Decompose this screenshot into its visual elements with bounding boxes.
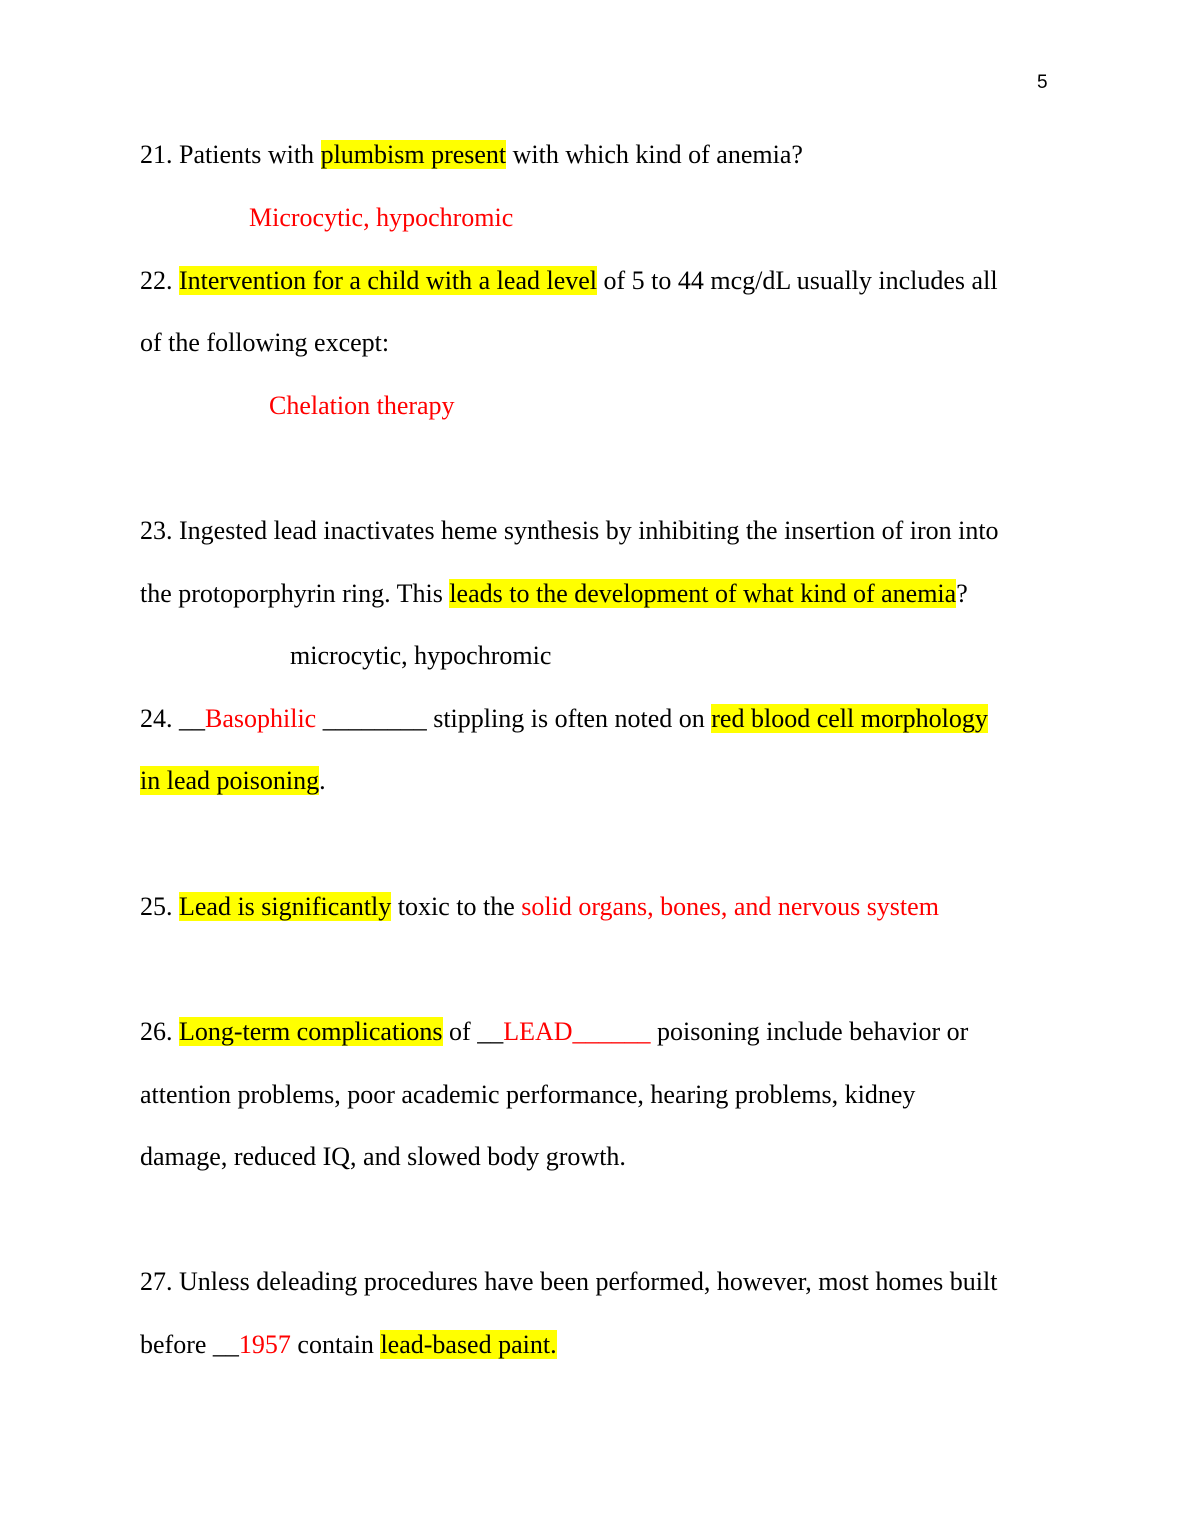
question-23-line-1: 23. Ingested lead inactivates heme synthesis by inhibiting the insertion of iron into (140, 516, 999, 545)
question-23-highlight: leads to the development of what kind of anemia (449, 579, 957, 608)
question-22-text-post: of 5 to 44 mcg/dL usually includes all (597, 266, 998, 295)
question-24-line-2 (140, 766, 326, 796)
question-25-text-mid: toxic to the (391, 892, 522, 921)
answer-21: Microcytic, hypochromic (249, 203, 514, 232)
question-24-blank: ________ (316, 704, 427, 733)
page-number: 5 (1037, 72, 1048, 93)
answer-24: Basophilic (205, 704, 317, 733)
answer-25: solid organs, bones, and nervous system (521, 892, 939, 921)
question-21-text-pre: Patients with (179, 140, 321, 169)
question-25-number: 25. (140, 892, 179, 921)
answer-27: 1957 (238, 1330, 291, 1359)
question-22-line-2: of the following except: (140, 328, 390, 357)
question-22-number: 22. (140, 266, 179, 295)
question-21 (140, 140, 803, 170)
question-22-highlight: Intervention for a child with a lead level (179, 266, 598, 295)
answer-22: Chelation therapy (269, 391, 455, 420)
question-27-text-mid: contain (290, 1330, 381, 1359)
question-24-text-end: . (319, 766, 326, 795)
question-23-text-pre: the protoporphyrin ring. This (140, 579, 450, 608)
question-23-text-post: ? (956, 579, 968, 608)
question-24-text-mid: stippling is often noted on (426, 704, 712, 733)
question-26-text-mid: of __ (442, 1017, 504, 1046)
question-21-highlight: plumbism present (320, 140, 507, 169)
question-24-highlight-2: in lead poisoning (140, 766, 320, 795)
question-26-line-3: damage, reduced IQ, and slowed body growth. (140, 1142, 626, 1171)
question-23-line-2 (140, 579, 968, 609)
question-27-text-pre: before __ (140, 1330, 239, 1359)
question-24-highlight-1: red blood cell morphology (711, 704, 988, 733)
question-26-line-1 (140, 1017, 968, 1047)
question-22 (140, 266, 998, 296)
question-24-number: 24. __ (140, 704, 205, 733)
question-26-highlight: Long-term complications (179, 1017, 443, 1046)
question-21-text-post: with which kind of anemia? (506, 140, 803, 169)
question-27-line-2 (140, 1330, 557, 1360)
question-25 (140, 892, 939, 922)
question-25-highlight: Lead is significantly (179, 892, 392, 921)
question-27-line-1: 27. Unless deleading procedures have been performed, however, most homes built (140, 1267, 998, 1296)
question-21-number: 21. (140, 140, 179, 169)
question-26-line-2: attention problems, poor academic performance, hearing problems, kidney (140, 1080, 916, 1109)
answer-23: microcytic, hypochromic (290, 641, 552, 670)
question-26-number: 26. (140, 1017, 179, 1046)
question-24-line-1 (140, 704, 988, 734)
question-27-highlight: lead-based paint. (380, 1330, 557, 1359)
answer-26: LEAD______ (503, 1017, 651, 1046)
question-26-text-post: poisoning include behavior or (650, 1017, 969, 1046)
